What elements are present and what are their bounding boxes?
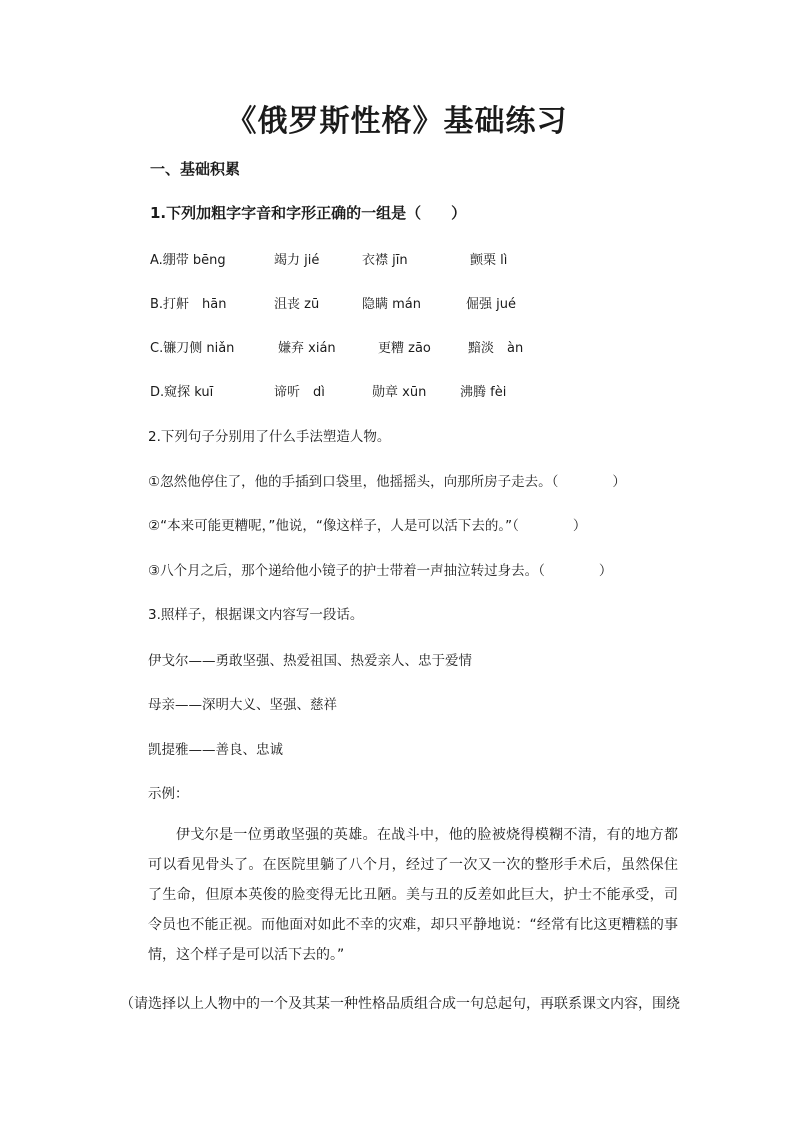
question-2-stem: 2.下列句子分别用了什么手法塑造人物。 bbox=[148, 429, 391, 445]
option-item: 隐瞒 mán bbox=[362, 297, 422, 312]
option-item: 竭力 jié bbox=[274, 253, 320, 268]
section-heading: 一、基础积累 bbox=[150, 160, 241, 178]
question-2-item: ②“本来可能更糟呢，”他说，“像这样子，人是可以活下去的。”（ ） bbox=[148, 518, 587, 534]
option-item: 沸腾 fèi bbox=[460, 385, 507, 400]
option-item: B.打鼾 hān bbox=[150, 297, 227, 312]
question-3-stem: 3.照样子，根据课文内容写一段话。 bbox=[148, 607, 364, 623]
question-1-stem: 1.下列加粗字字音和字形正确的一组是（ ） bbox=[150, 204, 467, 222]
instruction-note: （请选择以上人物中的一个及其某一种性格品质组合成一句总起句，再联系课文内容，围绕 bbox=[120, 996, 680, 1012]
option-item: 倔强 jué bbox=[466, 297, 516, 312]
option-item: 颤栗 lì bbox=[470, 253, 508, 268]
example-paragraph: 伊戈尔是一位勇敢坚强的英雄。在战斗中，他的脸被烧得模糊不清，有的地方都可以看见骨头了。在医院里躺了八个月，经过了一次又一次的整形手术后，虽然保住了生命，但原本英俊的脸变得无比丑陋。美与丑的反差如此巨大，护士不能承受，司令员也不能正视。而他面对如此不幸的灾难，却只平静地说：“经常有比这更糟糕的事情，这个样子是可以活下去的。” bbox=[148, 827, 678, 963]
option-item: D.窥探 kuī bbox=[150, 385, 214, 400]
character-line: 母亲——深明大义、坚强、慈祥 bbox=[148, 697, 337, 713]
option-item: 沮丧 zū bbox=[274, 297, 320, 312]
option-item: 嫌弃 xián bbox=[278, 341, 336, 356]
character-line: 凯提雅——善良、忠诚 bbox=[148, 742, 283, 758]
example-label: 示例： bbox=[148, 786, 189, 802]
option-item: 黯淡 àn bbox=[468, 341, 524, 356]
option-item: 更糟 zāo bbox=[378, 341, 431, 356]
question-2-item: ③八个月之后，那个递给他小镜子的护士带着一声抽泣转过身去。（ ） bbox=[148, 563, 613, 579]
option-item: C.镰刀侧 niǎn bbox=[150, 341, 235, 356]
character-line: 伊戈尔——勇敢坚强、热爱祖国、热爱亲人、忠于爱情 bbox=[148, 653, 472, 669]
page-title: 《俄罗斯性格》基础练习 bbox=[226, 104, 568, 139]
question-2-item: ①忽然他停住了，他的手插到口袋里，他摇摇头，向那所房子走去。（ ） bbox=[148, 474, 626, 490]
option-item: 衣襟 jīn bbox=[362, 253, 408, 268]
option-item: A.绷带 bēng bbox=[150, 253, 226, 268]
option-item: 谛听 dì bbox=[274, 385, 325, 400]
option-item: 勋章 xūn bbox=[372, 385, 427, 400]
